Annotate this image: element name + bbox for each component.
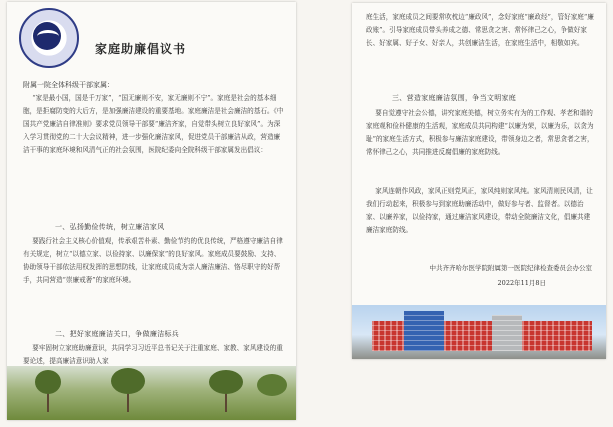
section-text-1: 要践行社会主义核心价值观，传承艰苦朴素、勤俭节约的优良传统，严格遵守廉洁自律有关规定，树立“以德立家、以俭持家、以廉保家”的良好家风。家庭成员要鼓励、支持、协助领导干部依法用权发挥的思想防线，让家庭成员成为亲人廉洁廉洁、恪尽职守的好帮手，共同营造“崇廉戒奢”的家庭环境。	[23, 237, 283, 284]
section-text-2: 要牢固树立家庭助廉意识，共同学习习近平总书记关于注重家庭、家教、家风建设的重要论述，提高廉洁意识助人家	[23, 344, 283, 365]
intro-paragraph: “家是最小国，国是千万家”，“国无廉则不安，家无廉则不宁”。家庭是社会的基本细胞，是拒腐防变的大后方，是加强廉洁建设的重要基地。家庭廉洁是社会廉洁的基石。《中国共产党廉洁自律准则》要求党员领导干部要“廉洁齐家，自觉带头树立良好家风”。为深入学习贯彻党的二十大会议精神，进一步强化廉洁家风，促进党员干部廉洁从政，营造廉洁干事的家庭环境和风清气正的社会氛围，医院纪委向全院科级干部家属发出倡议：	[23, 94, 284, 154]
seal-swoosh	[37, 30, 59, 43]
tree-icon	[257, 374, 287, 396]
tree-icon	[35, 370, 61, 394]
document-date: 2022年11月8日	[497, 279, 546, 287]
section-text-3: 要自觉遵守社会公德，讲究家庭美德，树立务实有为的工作观、孝老和谐的家庭观和俭朴健康的生活观，家庭成员共同构建“以廉为荣，以廉为乐，以贪为耻”的家庭生活方式，积极参与廉洁家庭建设，带领身边之者，常思贪者之害，常怀律己之心，共同推进反腐倡廉的家庭防线。	[366, 109, 594, 156]
section-heading-3: 三、营造家庭廉洁氛围，争当文明家庭	[392, 94, 517, 102]
section-text-3b: 家风连朝作风政，家风正则党风正，家风纯则家风纯。家风清则民风清，让我们行动起来，积极参与到家庭助廉活动中，做好参与者、监督者。以德治家、以廉养家，以俭持家，通过廉洁家风建设，带动全院廉洁文化，倡廉共建廉洁家庭防线。	[366, 187, 593, 234]
salutation: 附属一院全体科级干部家属：	[23, 81, 114, 89]
hospital-seal-logo	[19, 8, 79, 68]
section-heading-2: 二、把好家庭廉洁关口，争做廉洁标兵	[55, 330, 180, 338]
left-document-page	[7, 2, 296, 420]
section-heading-1: 一、弘扬勤俭传统，树立廉洁家风	[55, 223, 165, 231]
document-title: 家庭助廉倡议书	[95, 42, 187, 56]
continuation-paragraph: 庭生活，家庭成员之间要常吹枕边“廉政风”，念好家庭“廉政经”，管好家庭“廉政账”。引导家庭成员带头养成之德、常思贪之害、常怀律己之心，争做好家长、好家属、好子女、好亲人，共创廉洁生活，在家庭生活中，相敬如宾。	[366, 13, 594, 47]
building-grey-tower	[492, 315, 522, 351]
tree-icon	[209, 370, 243, 394]
tree-icon	[111, 368, 145, 394]
hospital-building-photo	[352, 305, 606, 359]
signature-line: 中共齐齐哈尔医学院附属第一医院纪律检查委员会办公室	[429, 264, 592, 272]
right-document-page	[352, 3, 606, 359]
campus-scenery-image	[7, 366, 296, 420]
building-blue-tower	[404, 311, 444, 351]
